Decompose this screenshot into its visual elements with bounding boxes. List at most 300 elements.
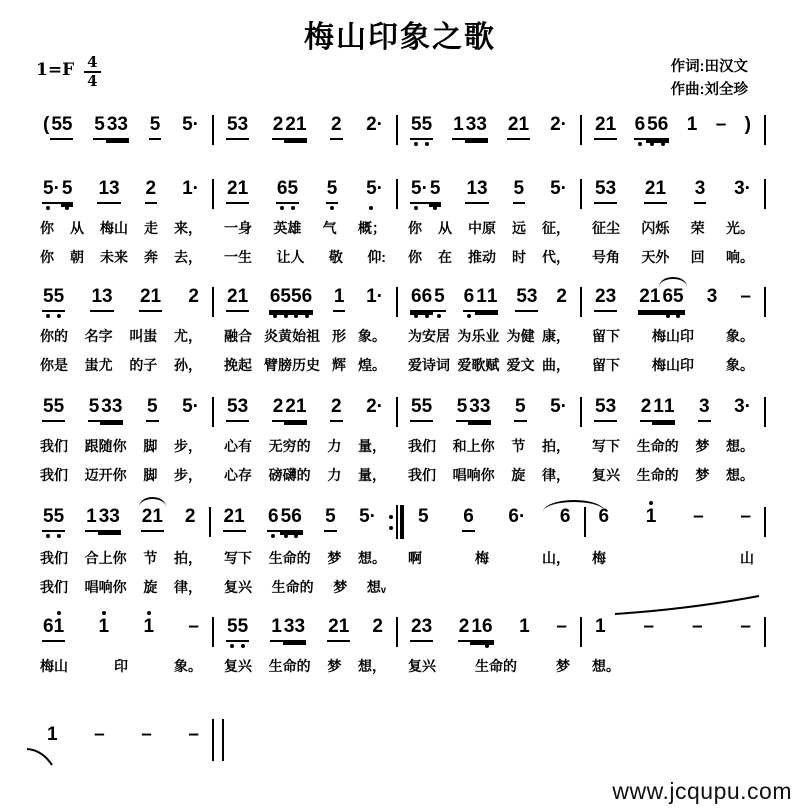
lyric-measure [400,326,578,346]
beat [739,286,752,310]
beat [686,114,699,138]
lyric-syllable: 朝 [70,249,84,265]
note-digit: 2 [141,506,153,527]
note [642,616,655,640]
bar-spacer [762,247,768,267]
beat [226,396,249,422]
lyric-syllable: 律， [541,467,570,483]
barline [764,617,766,647]
low-octave-dot [305,314,309,318]
note-digit: · [192,178,199,199]
lyric-syllable: 留下 [592,328,620,344]
note-digit: 1 [471,616,482,637]
beat [644,178,667,204]
note-digit: 1 [152,506,163,527]
note-digit: 5 [550,178,561,199]
beat [146,396,159,422]
lyrics-row [32,355,768,375]
note-digit: · [560,114,567,135]
note [638,286,661,312]
measure [584,394,762,422]
beat [327,616,350,642]
lyrics-row [32,656,768,676]
beat [149,114,162,140]
note [456,396,469,422]
system-ending-line [32,614,768,676]
beat [555,616,568,640]
note-digit: 1 [333,286,345,307]
lyric-syllable: 一身 [224,220,252,236]
low-octave-dot [280,206,284,210]
note [98,616,111,640]
note-digit: 2 [145,178,157,199]
note-digit: 1 [150,286,162,307]
lyric-measure [400,656,578,676]
lyric-syllable: 康， [541,328,570,344]
note [330,396,343,422]
note [61,178,74,204]
beat [555,286,568,310]
bar-spacer [762,218,768,238]
lyric-syllable: 代， [542,249,570,265]
note [324,506,337,532]
lyric-measure [32,577,210,597]
barline [396,287,398,317]
barline [580,617,582,647]
beat [733,396,752,420]
note-digit: 5 [62,178,73,200]
measure [32,112,210,140]
beat [181,396,200,420]
note [226,114,249,140]
note-digit: – [188,616,199,637]
note-digit: 6 [508,506,519,527]
lyric-measure [216,548,394,568]
beat [42,286,65,312]
system-chorus-line-2 [32,504,768,597]
beat [513,178,526,204]
note-digit: 3 [706,286,718,307]
note-digit: 3 [526,286,538,307]
note-digit: 5 [595,396,606,417]
note-digit: 5 [54,286,65,308]
lyric-syllable: 梅 [592,550,606,566]
note-digit: 3 [109,178,120,199]
note-digit: 3 [479,396,491,417]
beat [410,178,441,204]
beat [85,506,121,532]
lyric-syllable: 形 [332,328,346,344]
lyric-measure [216,247,394,267]
low-octave-dot [485,644,489,648]
beat [97,178,120,204]
lyric-measure [400,436,578,456]
note-digit: 5 [227,114,238,135]
note-digit: 5 [325,506,336,527]
meter-fraction [84,54,100,91]
beat [42,178,73,204]
note-digit: 3 [109,506,120,527]
note-digit: 3 [102,286,113,307]
note-digit: 1 [663,396,675,417]
lyric-syllable: 从 [438,220,452,236]
note [284,396,307,422]
note-digit: 5 [43,286,54,308]
note [269,286,313,312]
note-digit: 5 [456,396,468,417]
lyric-syllable: 写下 [592,438,620,454]
lyric-syllable: 拍， [541,438,570,454]
note-digit: 1 [655,178,667,199]
lyrics-row [32,436,768,456]
note-digit: 1 [366,286,377,307]
note-digit: · [376,286,383,307]
lyric-syllable: 印 [114,658,128,674]
lyric-syllable: 复兴 [408,658,436,674]
note-digit: · [376,178,383,199]
note-digit: 1 [519,616,530,637]
lyrics-row [32,247,768,267]
note-digit: 5 [411,114,422,136]
lyric-syllable: 来， [174,220,202,236]
note-digit: 1 [686,114,698,135]
barline [209,507,211,537]
note-digit: 6 [482,616,493,638]
beat [139,286,162,312]
lyric-syllable: 复兴 [592,467,620,483]
lyrics-row [32,548,768,568]
note-digit: 5 [327,178,338,200]
lyric-measure [400,577,578,597]
beat [549,396,568,420]
slur-arc [612,592,762,618]
lyric-syllable: 征尘 [592,220,620,236]
lyric-measure [584,326,762,346]
measure [216,284,394,312]
note [692,506,705,530]
note-digit: 5 [61,114,73,135]
repeat-dots [389,515,393,530]
note-digit: 5 [227,396,238,417]
measure [216,614,394,642]
lyric-syllable: 力 [327,467,342,483]
note-digit: 2 [595,286,606,307]
lyric-syllable: 写下 [224,550,252,566]
note-digit: 1 [237,178,249,199]
note-digit: 5 [287,178,298,200]
note-digit: 2 [328,616,339,637]
note-digit: – [691,616,703,637]
lyric-syllable: 未来 [100,249,128,265]
note [594,616,607,640]
lyric-measure [400,218,578,238]
note-digit: 6 [464,286,475,308]
note-digit: 1 [605,114,617,135]
lyric-syllable: 生命的 [271,579,314,595]
beat [46,724,59,748]
note [371,616,384,640]
beat [634,114,670,140]
note-digit: 2 [556,286,567,307]
lyric-syllable: 你 [40,249,54,265]
note-digit: 2 [139,286,151,307]
note-digit: 1 [518,114,530,135]
lyric-syllable: 梦 [327,658,342,674]
lyric-syllable: 我们 [40,579,68,595]
beat [358,506,377,530]
lyric-syllable: 山 [740,550,754,566]
note-digit: 5 [51,114,62,135]
note [145,178,158,204]
note [518,616,531,640]
low-octave-dot [46,314,50,318]
beat [706,286,719,310]
lyric-syllable: 想。 [725,438,754,454]
note-digit: 5 [430,178,441,200]
note-digit: 6 [302,286,313,308]
note [140,724,153,748]
note-digit: · [53,178,60,199]
note-digit: · [369,506,376,527]
notes-row [36,722,226,761]
lyric-syllable: 融合 [224,328,252,344]
note [410,178,429,204]
note-digit: · [560,178,567,199]
low-octave-dot [46,206,50,210]
lyric-syllable: 梅 [475,550,489,566]
note-digit: 5 [43,396,54,417]
note [90,286,113,312]
lyric-syllable: 想。 [357,550,386,566]
beat [642,616,655,640]
measure [32,176,210,204]
beat [739,506,752,530]
note-digit: 5 [411,396,422,417]
lyric-syllable: 天外 [641,249,670,265]
note-digit: 1 [99,616,110,638]
note-digit: 5 [647,114,658,136]
lyric-measure [584,465,762,485]
note-digit: 5 [513,178,525,199]
barline [580,179,582,209]
low-octave-dot [369,206,373,210]
beat [226,616,249,642]
high-octave-dot [57,611,61,615]
lyric-syllable: 为乐业 [457,328,500,344]
lyric-syllable: 生命的 [636,438,679,454]
note-digit: 3 [469,396,480,417]
beat [715,114,728,138]
lyric-syllable: 步， [173,438,202,454]
note [410,396,433,422]
low-octave-dot [291,206,295,210]
lyric-syllable: 辉 [332,357,346,373]
lyric-syllable: 概； [357,220,386,236]
lyric-syllable: 梦 [333,579,348,595]
lyric-syllable: 煌。 [358,357,386,373]
note-digit: ) [744,114,751,135]
barline [580,397,582,427]
note-digit: 6 [43,616,54,637]
lyric-syllable: 拍， [173,550,202,566]
low-octave-dot [414,142,418,146]
system-verse-line-2 [32,284,768,375]
note [267,506,280,532]
lyric-syllable: 梦 [556,658,570,674]
key-signature [36,53,101,91]
note [470,616,493,642]
notes-row [32,176,768,209]
note-digit: 2 [285,114,296,135]
note-digit: · [518,506,526,527]
beat [371,616,384,640]
beat [410,114,433,140]
note-digit: 5 [291,286,302,308]
note-digit: 5 [238,616,249,638]
barline [764,115,766,145]
repeat-dot [389,526,393,530]
note-digit: 2 [330,396,342,417]
note [42,286,65,312]
note-digit: 3 [106,114,118,135]
note [187,616,200,640]
beat [272,114,308,140]
note-digit: · [376,114,383,135]
lyric-syllable: 尤， [173,328,202,344]
beat [187,286,200,310]
note [514,396,527,422]
note [272,396,285,422]
lyric-syllable: 为安居 [408,328,450,344]
note [365,396,384,420]
lyric-syllable: 梅山印 [652,328,694,344]
high-octave-dot [147,611,151,615]
system-chorus-line-1 [32,394,768,485]
note-digit: 2 [272,114,284,135]
lyric-syllable: 心存 [224,467,252,483]
note-digit: 2 [595,114,606,135]
note-digit: 1 [338,616,350,637]
note [549,178,568,202]
low-octave-dot [65,206,69,210]
note-digit: 3 [734,178,745,199]
measure [400,112,578,140]
lyric-syllable: 留下 [592,357,620,373]
measure [32,284,210,312]
note-digit: 6 [598,506,610,527]
beat [410,616,433,642]
lyric-measure [400,355,578,375]
beat [744,114,752,138]
beat [140,724,153,748]
note [463,286,476,312]
note [634,114,647,140]
note-digit: 6 [662,286,673,308]
note-digit: – [693,506,704,527]
note [333,286,346,312]
lyric-measure [584,656,762,676]
note-digit: 3 [283,616,295,637]
note-digit: 5 [54,506,65,528]
beat [42,506,65,532]
low-octave-dot [638,142,642,146]
lyric-syllable: 让人 [276,249,305,265]
lyric-syllable: 的子 [129,357,158,373]
measure [400,394,578,422]
lyric-measure [32,326,210,346]
note [594,178,617,204]
beat [269,286,313,312]
lyric-syllable: 想。 [725,467,754,483]
measure [584,284,762,312]
meter-denominator: 4 [87,72,98,91]
beat [145,178,158,204]
note [465,178,488,204]
low-octave-dot [414,206,418,210]
lyric-syllable: 曲， [541,357,570,373]
low-octave-dot [437,314,441,318]
note [555,286,568,310]
note-digit: 1 [237,286,249,307]
lyric-measure [32,247,210,267]
note [694,178,707,204]
bar-spacer [762,436,768,456]
barline [396,397,398,427]
lyric-syllable: 孙， [173,357,202,373]
lyric-syllable: 啊 [408,550,422,566]
lyric-syllable: 梅山印 [652,357,694,373]
lyric-syllable: 梦 [695,467,710,483]
notes-row [32,284,768,317]
lyric-measure [400,247,578,267]
note [410,286,433,312]
note [468,396,491,422]
note [465,114,488,140]
lyric-syllable: 走 [144,220,158,236]
note-digit: 5 [43,178,54,200]
note-digit: 3 [111,396,123,417]
beat [515,286,538,312]
lyric-syllable: 量， [357,467,386,483]
beat [223,506,246,532]
note [149,114,162,140]
measure [32,614,210,642]
note [280,506,303,532]
lyric-syllable: 我们 [40,438,68,454]
note [50,114,73,140]
lyric-measure [584,436,762,456]
note-digit: 2 [330,114,342,135]
low-octave-dot [425,314,429,318]
barline [396,115,398,145]
note-digit: 1 [653,396,664,417]
lyric-measure [584,548,762,568]
lyric-syllable: 生命的 [475,658,517,674]
note-digit: 3 [117,114,128,135]
lyric-syllable: 去， [174,249,202,265]
note-digit: · [192,114,199,135]
note-digit: 2 [550,114,561,135]
note-digit: – [715,114,727,135]
note-digit: 3 [698,396,710,417]
measure [584,176,762,204]
repeat-dot [389,515,393,519]
lyric-measure [216,326,394,346]
note [429,178,442,204]
barline [212,287,214,317]
note [276,178,299,204]
composer-credit: 作曲:刘全珍 [670,82,748,98]
